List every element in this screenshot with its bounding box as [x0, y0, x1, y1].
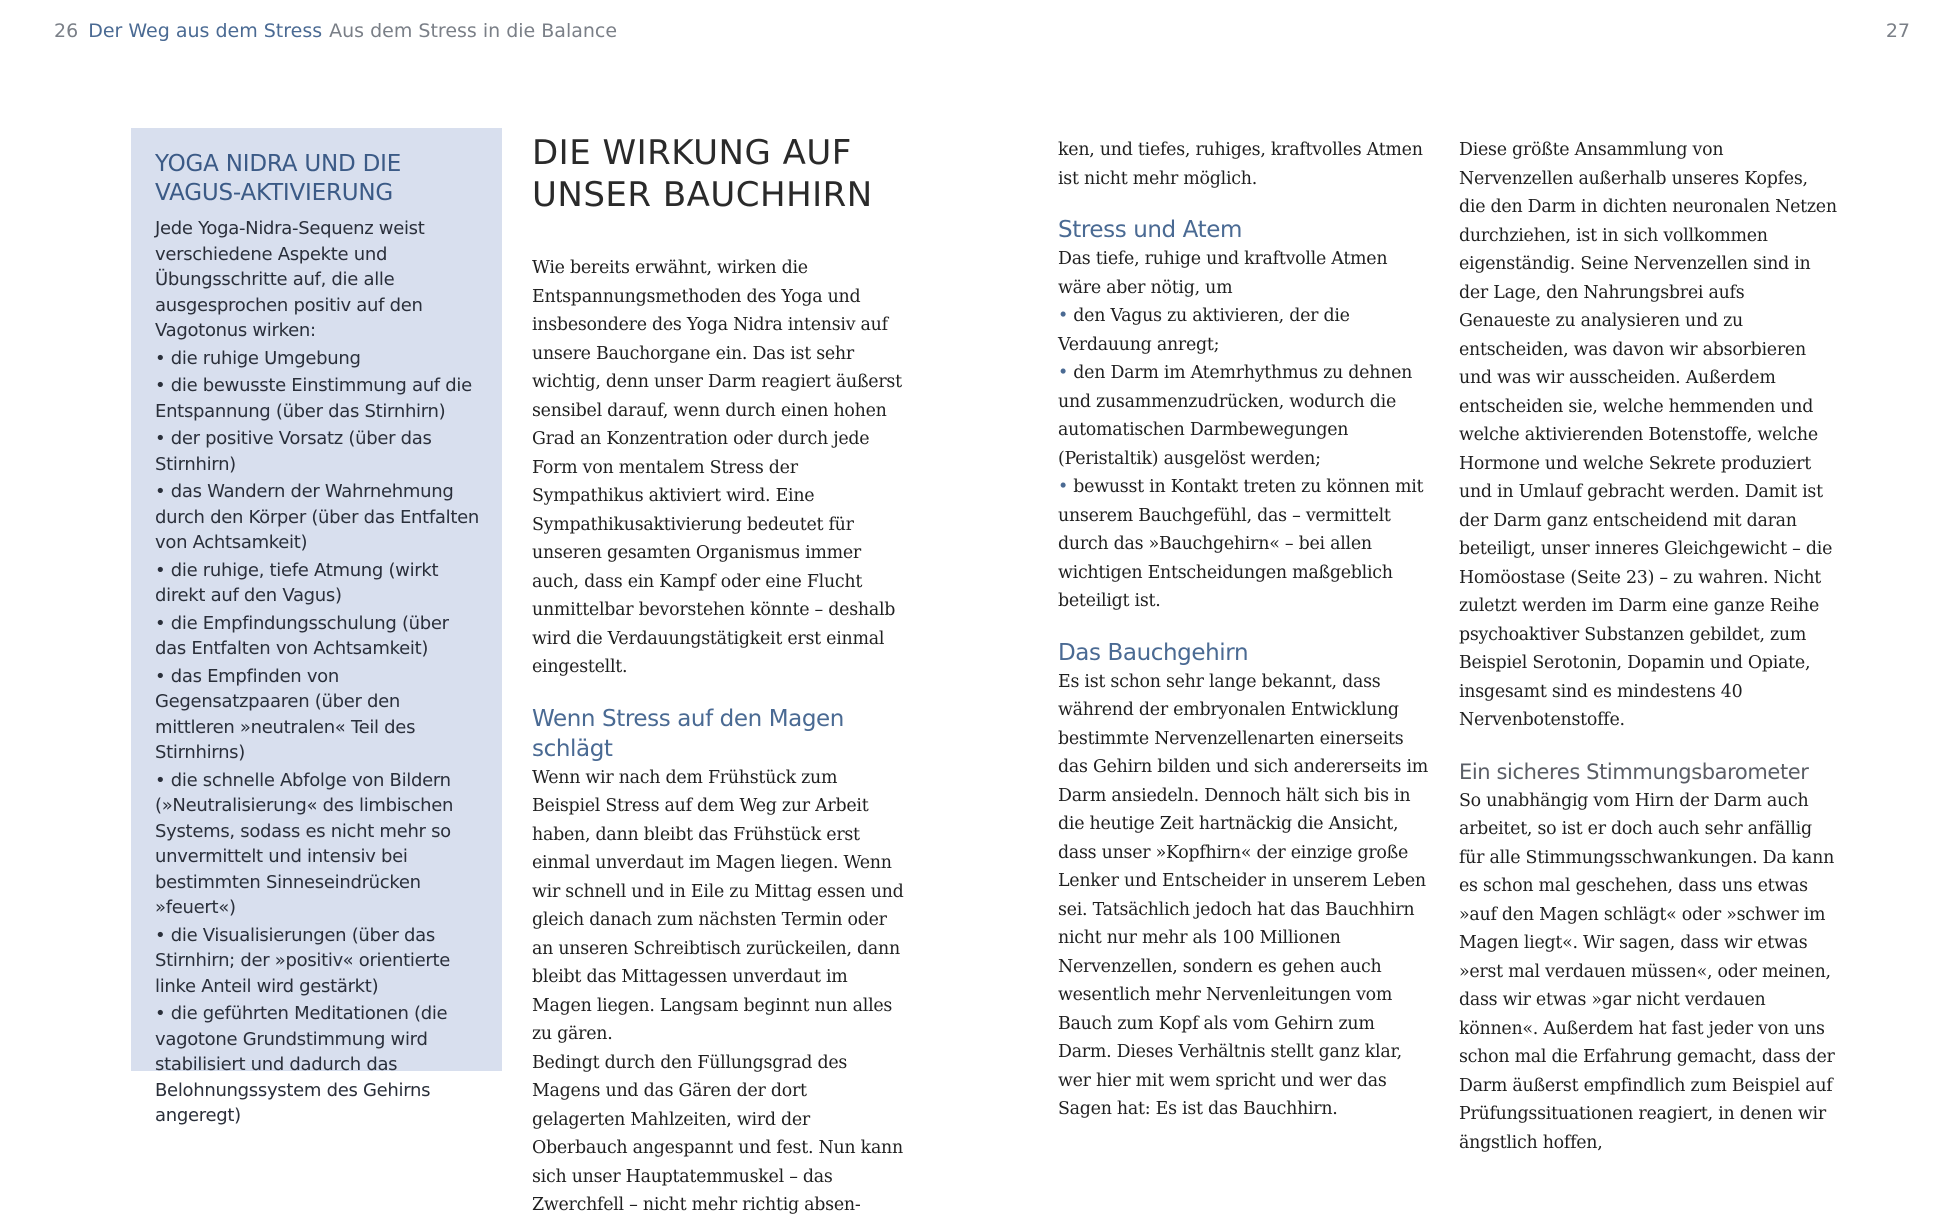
paragraph: Wie bereits erwähnt, wirken die Entspannungsmethoden des Yoga und insbesondere des Yoga Nidra intensiv auf unsere Bauchorgane ein. Das ist sehr wichtig, denn unser Darm reagiert äußerst sensibel darauf, wenn durch einen hohen Grad an Konzentration oder durch jede Form von mentalem Stress der Sympathikus aktiviert wird. Eine Sympathikusaktivierung bedeutet für unseren gesamten Organismus immer auch, dass ein Kampf oder eine Flucht unmittelbar bevorstehen könnte – deshalb wird die Verdauungstätigkeit erst einmal eingestellt. — [532, 258, 902, 677]
bullet-item — [1058, 473, 1432, 616]
article-title: DIE WIRKUNG AUF UNSER BAUCHHIRN — [532, 133, 873, 215]
info-box-title: YOGA NIDRA UND DIE VAGUS-AKTIVIERUNG — [155, 151, 402, 206]
bullet-text: den Darm im Atemrhythmus zu dehnen und zusammenzudrücken, wodurch die automatischen Darmbewegungen (Peristaltik) ausgelöst werden; — [1058, 363, 1413, 469]
running-head — [54, 20, 1910, 46]
subheading-stress-magen: Wenn Stress auf den Magen schlägt — [532, 705, 844, 762]
list-item: • die bewusste Einstimmung auf die Entspannung (über das Stirnhirn) — [155, 373, 480, 424]
paragraph: Das tiefe, ruhige und kraftvolle Atmen wäre aber nötig, um — [1058, 249, 1388, 298]
paragraph: Es ist schon sehr lange bekannt, dass während der embryonalen Entwicklung bestimmte Nervenzellenarten einerseits das Gehirn bilden und sich andererseits im Darm ansiedeln. Dennoch hält sich bis in die heutige Zeit hartnäckig die Ansicht, dass unser »Kopfhirn« der einzige große Lenker und Entscheider in unserem Leben sei. Tatsächlich jedoch hat das Bauchhirn nicht nur mehr als 100 Millionen Nervenzellen, sondern es gehen auch wesentlich mehr Nervenleitungen vom Bauch zum Kopf als vom Gehirn zum Darm. Dieses Verhältnis stellt ganz klar, wer hier mit wem spricht und wer das Sagen hat: Es ist das Bauchhirn. — [1058, 671, 1429, 1119]
paragraph: Wenn wir nach dem Frühstück zum Beispiel Stress auf dem Weg zur Arbeit haben, dann bleibt das Frühstück erst einmal unverdaut im Magen liegen. Wenn wir schnell und in Eile zu Mittag essen und gleich danach zum nächsten Termin oder an unseren Schreibtisch zurückeilen, dann bleibt das Mittagessen unverdaut im Magen liegen. Langsam beginnt nun alles zu gären. — [532, 767, 904, 1044]
bullet-item — [1058, 302, 1432, 359]
info-box — [131, 128, 502, 1126]
list-item: • die Empfindungsschulung (über das Entfalten von Achtsamkeit) — [155, 611, 480, 662]
info-box-intro: Jede Yoga-Nidra-Sequenz weist verschiedene Aspekte und Übungsschritte auf, die alle ausgesprochen positiv auf den Vagotonus wirken: — [155, 218, 425, 341]
list-item: • die ruhige Umgebung — [155, 346, 480, 372]
paragraph: So unabhängig vom Hirn der Darm auch arbeitet, so ist er doch auch sehr anfällig für alle Stimmungsschwankungen. Da kann es schon mal geschehen, dass uns etwas »auf den Magen schlägt« oder »schwer im Magen liegt«. Wir sagen, dass wir etwas »erst mal verdauen müssen«, oder meinen, dass wir etwas »gar nicht verdauen können«. Außerdem hat fast jeder von uns schon mal die Erfahrung gemacht, dass der Darm äußerst empfindlich zum Beispiel auf Prüfungssituationen reagiert, in denen wir ängstlich hoffen, — [1459, 790, 1835, 1153]
list-item: • die schnelle Abfolge von Bildern (»Neutralisierung« des limbischen Systems, sodass es nicht mehr so unvermittelt und intensiv bei bestimmten Sinneseindrücken »feuert«) — [155, 768, 480, 921]
chapter-title: Der Weg aus dem Stress — [88, 20, 323, 42]
paragraph: ken, und tiefes, ruhiges, kraftvolles Atmen ist nicht mehr möglich. — [1058, 140, 1423, 189]
running-head-left — [54, 20, 617, 42]
list-item: • der positive Vorsatz (über das Stirnhirn) — [155, 426, 480, 477]
bullet-text: den Vagus zu aktivieren, der die Verdauung anregt; — [1058, 306, 1350, 355]
subheading-stimmungsbarometer: Ein sicheres Stimmungsbarometer — [1459, 759, 1809, 784]
bullet-dot-icon: • — [1058, 477, 1069, 497]
text-column-2 — [1058, 136, 1432, 1124]
bullet-dot-icon: • — [1058, 306, 1069, 326]
list-item: • das Wandern der Wahrnehmung durch den Körper (über das Entfalten von Achtsamkeit) — [155, 479, 480, 556]
paragraph: Bedingt durch den Füllungsgrad des Magens und das Gären der dort gelagerten Mahlzeiten, wird der Oberbauch angespannt und fest. Nun kann sich unser Hauptatemmuskel – das Zwerchfell – nicht mehr richtig absen- — [532, 1052, 903, 1215]
section-title: Aus dem Stress in die Balance — [329, 20, 618, 42]
text-column-3 — [1459, 136, 1839, 1157]
info-box-list — [155, 346, 480, 1129]
list-item: • die ruhige, tiefe Atmung (wirkt direkt auf den Vagus) — [155, 558, 480, 609]
list-item: • die geführten Meditationen (die vagotone Grundstimmung wird stabilisiert und dadurch das Belohnungssystem des Gehirns angeregt) — [155, 1001, 480, 1129]
bullet-text: bewusst in Kontakt treten zu können mit unserem Bauchgefühl, das – vermittelt durch das »Bauchgehirn« – bei allen wichtigen Entscheidungen maßgeblich beteiligt ist. — [1058, 477, 1424, 611]
paragraph: Diese größte Ansammlung von Nervenzellen außerhalb unseres Kopfes, die den Darm in dichten neuronalen Netzen durchziehen, ist in sich vollkommen eigenständig. Seine Nervenzellen sind in der Lage, den Nahrungsbrei aufs Genaueste zu analysieren und zu entscheiden, was davon wir absorbieren und was wir ausscheiden. Außerdem entscheiden sie, welche hemmenden und welche aktivierenden Botenstoffe, welche Hormone und welche Sekrete produziert und in Umlauf gebracht werden. Damit ist der Darm ganz entscheidend mit daran beteiligt, unser inneres Gleichgewicht – die Homöostase (Seite 23) – zu wahren. Nicht zuletzt werden im Darm eine ganze Reihe psychoaktiver Substanzen gebildet, zum Beispiel Serotonin, Dopamin und Opiate, insgesamt sind es mindestens 40 Nervenbotenstoffe. — [1459, 140, 1837, 730]
page-number-left: 26 — [54, 20, 79, 42]
bullet-dot-icon: • — [1058, 363, 1069, 383]
list-item: • die Visualisierungen (über das Stirnhirn; der »positiv« orientierte linke Anteil wird gestärkt) — [155, 923, 480, 1000]
subheading-stress-atem: Stress und Atem — [1058, 217, 1242, 243]
subheading-bauchgehirn: Das Bauchgehirn — [1058, 639, 1249, 666]
list-item: • das Empfinden von Gegensatzpaaren (über den mittleren »neutralen« Teil des Stirnhirns) — [155, 664, 480, 766]
page-number-right: 27 — [1885, 20, 1910, 42]
text-column-1 — [532, 133, 904, 1220]
bullet-item — [1058, 359, 1432, 473]
